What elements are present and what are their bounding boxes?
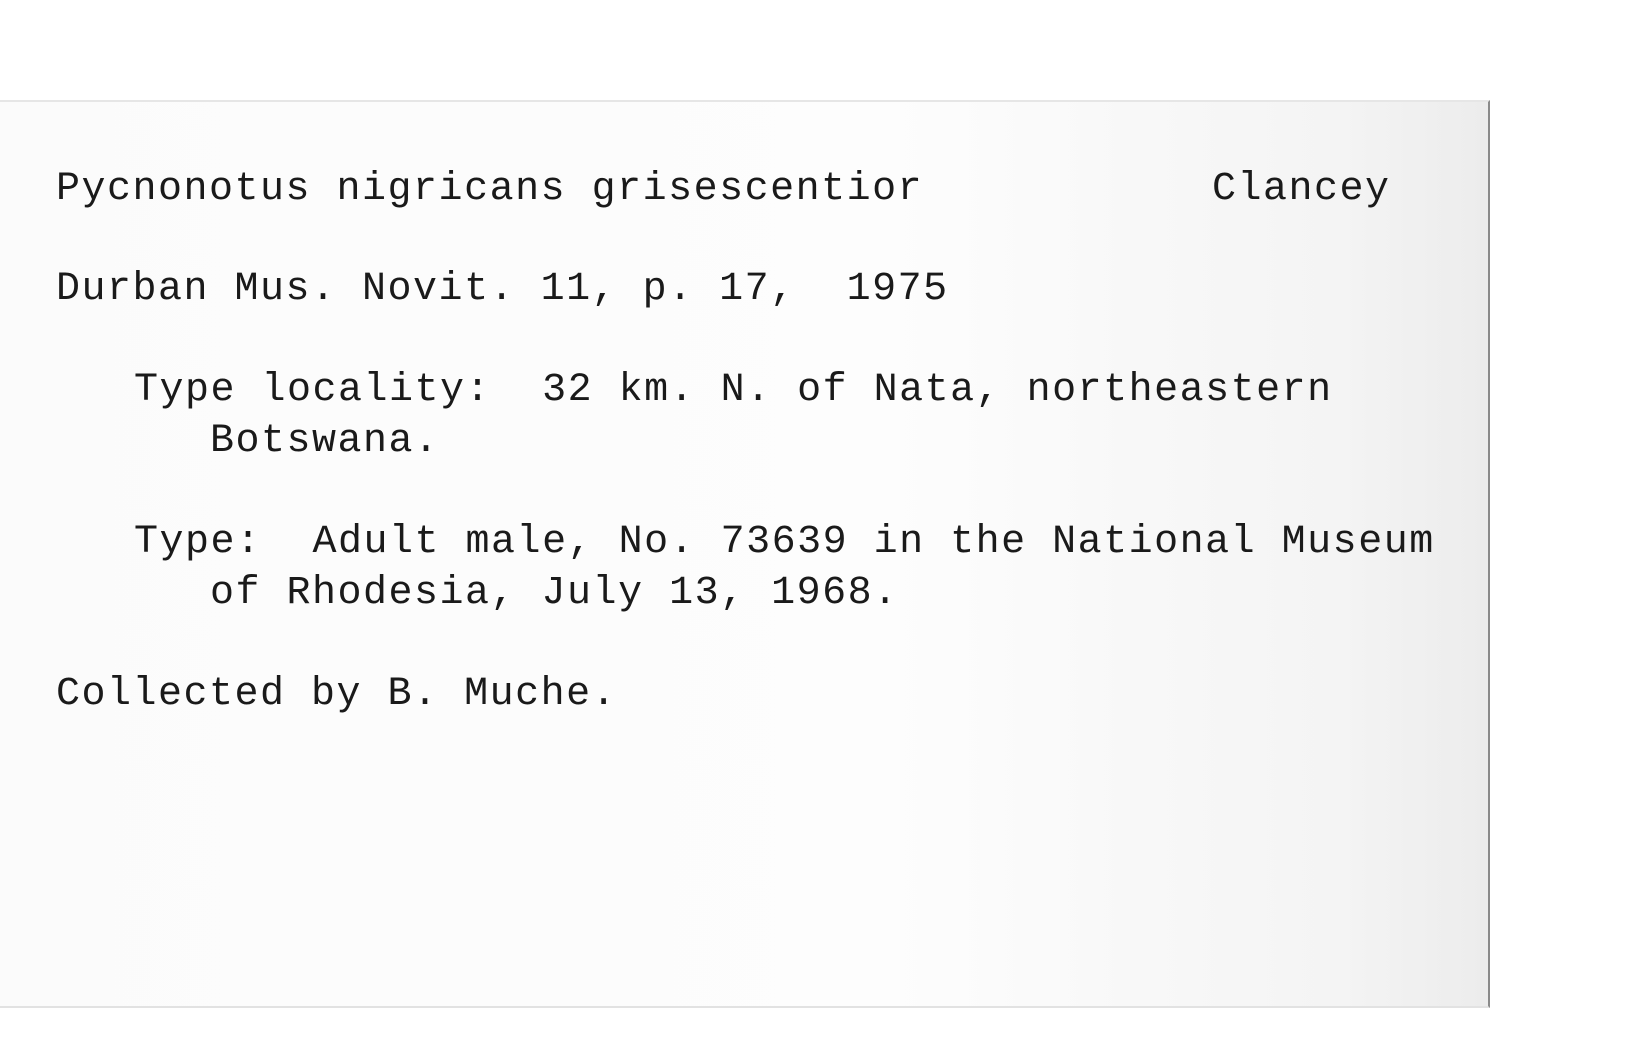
author-name: Clancey xyxy=(1212,167,1391,212)
citation: Durban Mus. Novit. 11, p. 17, 1975 xyxy=(56,267,949,312)
species-name: Pycnonotus nigricans grisescentior xyxy=(56,167,924,212)
type-specimen-line-2: of Rhodesia, July 13, 1968. xyxy=(210,571,899,616)
collector: Collected by B. Muche. xyxy=(56,672,618,717)
type-locality-line-2: Botswana. xyxy=(210,419,440,464)
type-specimen-line-1: Type: Adult male, No. 73639 in the National Museum xyxy=(134,520,1435,565)
type-locality-line-1: Type locality: 32 km. N. of Nata, northeastern xyxy=(134,368,1333,413)
